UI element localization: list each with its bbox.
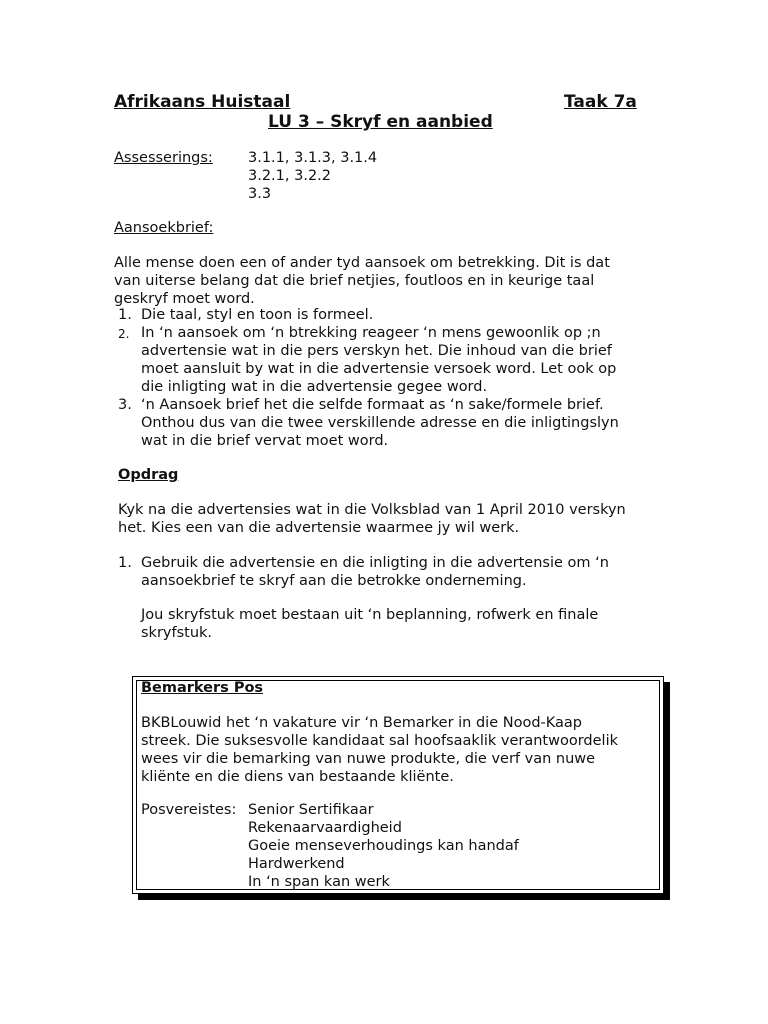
intro-paragraph [114, 254, 610, 308]
note-line: Jou skryfstuk moet bestaan uit ‘n beplanning, rofwerk en finale [141, 607, 599, 623]
task-intro [118, 501, 626, 537]
assessment-line: 3.2.1, 3.2.2 [248, 168, 332, 184]
section-heading-aansoekbrief: Aansoekbrief: [114, 220, 214, 236]
advert-body-line: wees vir die bemarking van nuwe produkte, die verf van nuwe [141, 751, 596, 767]
point-2 [141, 324, 616, 396]
point-3 [141, 396, 619, 450]
intro-line: van uiterse belang dat die brief netjies, foutloos en in keurige taal [114, 273, 595, 289]
point-line: ‘n Aansoek brief het die selfde formaat as ‘n sake/formele brief. [141, 397, 604, 413]
requirement-item: Senior Sertifikaar [248, 802, 374, 818]
point-line: Die taal, styl en toon is formeel. [141, 307, 374, 323]
task-step-1 [141, 554, 609, 590]
requirements-list [248, 801, 519, 891]
task-intro-line: Kyk na die advertensies wat in die Volksblad van 1 April 2010 verskyn [118, 502, 626, 518]
advert-body-line: streek. Die suksesvolle kandidaat sal hoofsaaklik verantwoordelik [141, 733, 619, 749]
point-line: In ‘n aansoek om ‘n btrekking reageer ‘n mens gewoonlik op ;n [141, 325, 601, 341]
point-line: Onthou dus van die twee verskillende adresse en die inligtingslyn [141, 415, 619, 431]
requirement-item: Rekenaarvaardigheid [248, 820, 402, 836]
requirement-item: Goeie menseverhoudings kan handaf [248, 838, 519, 854]
lu-title: LU 3 – Skryf en aanbied [268, 112, 493, 132]
advert-title: Bemarkers Pos [141, 680, 264, 696]
task-note [141, 606, 598, 642]
requirement-item: Hardwerkend [248, 856, 345, 872]
advert-body-line: kliënte en die diens van bestaande kliënte. [141, 769, 454, 785]
step-number: 1. [118, 555, 132, 571]
advert-body [141, 714, 618, 786]
point-line: moet aansluit by wat in die advertensie versoek word. Let ook op [141, 361, 617, 377]
point-line: wat in die brief vervat moet word. [141, 433, 389, 449]
assessment-line: 3.3 [248, 186, 272, 202]
point-number: 1. [118, 307, 132, 323]
step-line: Gebruik die advertensie en die inligting in die advertensie om ‘n [141, 555, 609, 571]
note-line: skryfstuk. [141, 625, 213, 641]
intro-line: Alle mense doen een of ander tyd aansoek om betrekking. Dit is dat [114, 255, 610, 271]
point-number: 2. [118, 327, 130, 341]
point-1 [141, 306, 373, 324]
section-heading-opdrag: Opdrag [118, 467, 179, 483]
task-number: Taak 7a [564, 92, 637, 112]
point-line: advertensie wat in die pers verskyn het. Die inhoud van die brief [141, 343, 612, 359]
step-line: aansoekbrief te skryf aan die betrokke onderneming. [141, 573, 527, 589]
point-line: die inligting wat in die advertensie gegee word. [141, 379, 488, 395]
requirement-item: In ‘n span kan werk [248, 874, 390, 890]
assessment-list [248, 149, 377, 203]
intro-line: geskryf moet word. [114, 291, 255, 307]
assessment-line: 3.1.1, 3.1.3, 3.1.4 [248, 150, 378, 166]
subject-title: Afrikaans Huistaal [114, 92, 291, 112]
task-intro-line: het. Kies een van die advertensie waarmee jy wil werk. [118, 520, 520, 536]
assessment-label: Assesserings: [114, 150, 213, 166]
advert-body-line: BKBLouwid het ‘n vakature vir ‘n Bemarker in die Nood-Kaap [141, 715, 582, 731]
requirements-label: Posvereistes: [141, 802, 237, 818]
point-number: 3. [118, 397, 132, 413]
